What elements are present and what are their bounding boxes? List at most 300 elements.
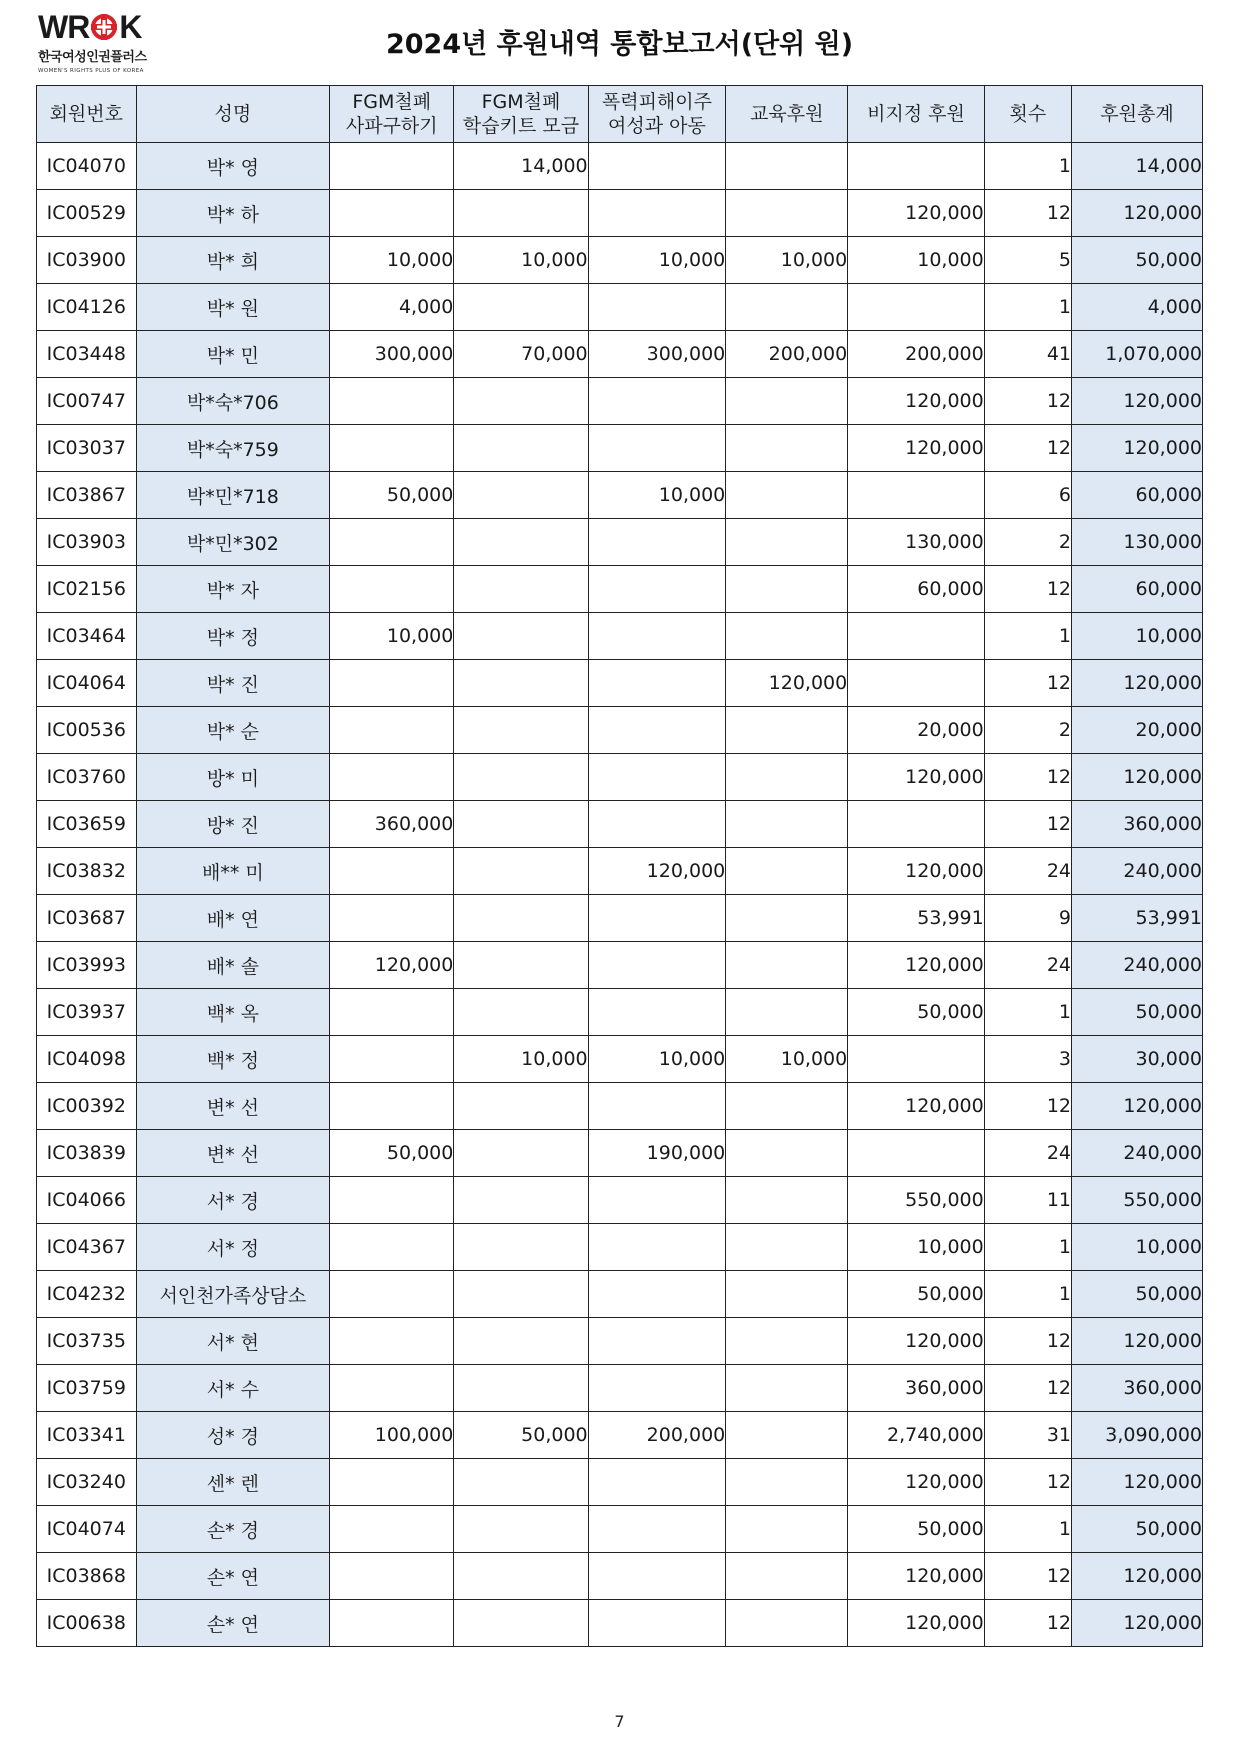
table-header-row xyxy=(37,86,1203,143)
cell-count: 12 xyxy=(984,1553,1071,1600)
cell-education xyxy=(726,519,848,566)
cell-fgm-kit xyxy=(454,190,588,237)
cell-education xyxy=(726,1506,848,1553)
cell-fgm-sapa xyxy=(330,566,454,613)
cell-fgm-sapa xyxy=(330,1553,454,1600)
cell-education xyxy=(726,425,848,472)
cell-member-id: IC04066 xyxy=(37,1177,137,1224)
table-row xyxy=(37,1271,1203,1318)
cell-education xyxy=(726,143,848,190)
cell-name: 박* 영 xyxy=(136,143,330,190)
cell-count: 2 xyxy=(984,519,1071,566)
column-header-line: 폭력피해이주 xyxy=(601,91,712,113)
cell-count: 12 xyxy=(984,378,1071,425)
cell-migrant-women-children xyxy=(588,1365,726,1412)
cell-fgm-kit xyxy=(454,660,588,707)
cell-total: 10,000 xyxy=(1072,1224,1203,1271)
cell-member-id: IC02156 xyxy=(37,566,137,613)
cell-count: 1 xyxy=(984,143,1071,190)
cell-fgm-sapa: 50,000 xyxy=(330,472,454,519)
cell-undesignated: 2,740,000 xyxy=(848,1412,985,1459)
cell-count: 12 xyxy=(984,1083,1071,1130)
cell-fgm-sapa xyxy=(330,1318,454,1365)
cell-total: 120,000 xyxy=(1072,190,1203,237)
cell-name: 서* 정 xyxy=(136,1224,330,1271)
table-row xyxy=(37,1036,1203,1083)
cell-fgm-sapa xyxy=(330,1600,454,1647)
cell-migrant-women-children: 10,000 xyxy=(588,472,726,519)
column-header-line: 여성과 아동 xyxy=(608,115,706,137)
cell-name: 성* 경 xyxy=(136,1412,330,1459)
cell-fgm-kit: 70,000 xyxy=(454,331,588,378)
cell-name: 박* 순 xyxy=(136,707,330,754)
table-row xyxy=(37,1177,1203,1224)
table-row xyxy=(37,331,1203,378)
cell-fgm-kit xyxy=(454,942,588,989)
cell-total: 20,000 xyxy=(1072,707,1203,754)
cell-member-id: IC04070 xyxy=(37,143,137,190)
cell-count: 12 xyxy=(984,566,1071,613)
cell-name: 변* 선 xyxy=(136,1083,330,1130)
cell-count: 1 xyxy=(984,989,1071,1036)
cell-name: 변* 선 xyxy=(136,1130,330,1177)
cell-total: 120,000 xyxy=(1072,1459,1203,1506)
logo-wordmark-right: K xyxy=(119,9,142,45)
cell-undesignated: 120,000 xyxy=(848,1553,985,1600)
cell-total: 50,000 xyxy=(1072,1271,1203,1318)
cell-name: 박* 자 xyxy=(136,566,330,613)
cell-fgm-sapa xyxy=(330,143,454,190)
cell-total: 240,000 xyxy=(1072,848,1203,895)
cell-undesignated: 50,000 xyxy=(848,1271,985,1318)
cell-fgm-sapa: 50,000 xyxy=(330,1130,454,1177)
cell-member-id: IC03760 xyxy=(37,754,137,801)
cell-total: 120,000 xyxy=(1072,425,1203,472)
column-header-education xyxy=(726,86,848,143)
cell-migrant-women-children: 200,000 xyxy=(588,1412,726,1459)
cell-undesignated: 120,000 xyxy=(848,378,985,425)
cell-member-id: IC03832 xyxy=(37,848,137,895)
cell-fgm-sapa xyxy=(330,660,454,707)
cell-migrant-women-children xyxy=(588,1600,726,1647)
cell-count: 41 xyxy=(984,331,1071,378)
table-row xyxy=(37,1506,1203,1553)
cell-education xyxy=(726,1365,848,1412)
cell-name: 박* 원 xyxy=(136,284,330,331)
cell-fgm-kit xyxy=(454,989,588,1036)
cell-fgm-sapa xyxy=(330,989,454,1036)
cell-undesignated: 130,000 xyxy=(848,519,985,566)
cell-total: 4,000 xyxy=(1072,284,1203,331)
cell-education xyxy=(726,1083,848,1130)
table-row xyxy=(37,1318,1203,1365)
table-row xyxy=(37,848,1203,895)
cell-name: 서* 수 xyxy=(136,1365,330,1412)
cell-migrant-women-children xyxy=(588,190,726,237)
cell-name: 박*숙*706 xyxy=(136,378,330,425)
table-row xyxy=(37,1083,1203,1130)
cell-fgm-sapa xyxy=(330,1271,454,1318)
cell-undesignated: 200,000 xyxy=(848,331,985,378)
cell-fgm-kit: 10,000 xyxy=(454,1036,588,1083)
cell-name: 손* 연 xyxy=(136,1553,330,1600)
cell-count: 24 xyxy=(984,942,1071,989)
table-row xyxy=(37,754,1203,801)
cell-undesignated: 120,000 xyxy=(848,425,985,472)
logo-korean-name: 한국여성인권플러스 xyxy=(38,50,147,65)
cell-migrant-women-children xyxy=(588,1224,726,1271)
cell-total: 550,000 xyxy=(1072,1177,1203,1224)
cell-member-id: IC03735 xyxy=(37,1318,137,1365)
cell-member-id: IC03659 xyxy=(37,801,137,848)
cell-undesignated xyxy=(848,1130,985,1177)
column-header-name xyxy=(136,86,330,143)
table-row xyxy=(37,1365,1203,1412)
cell-education: 200,000 xyxy=(726,331,848,378)
cell-name: 박* 정 xyxy=(136,613,330,660)
table-row xyxy=(37,519,1203,566)
cell-name: 배* 연 xyxy=(136,895,330,942)
cell-count: 9 xyxy=(984,895,1071,942)
cell-fgm-kit xyxy=(454,1553,588,1600)
cell-fgm-kit xyxy=(454,1083,588,1130)
table-row xyxy=(37,566,1203,613)
cell-count: 1 xyxy=(984,1271,1071,1318)
cell-total: 120,000 xyxy=(1072,378,1203,425)
cell-undesignated: 50,000 xyxy=(848,1506,985,1553)
cell-fgm-kit xyxy=(454,519,588,566)
cell-undesignated xyxy=(848,660,985,707)
cell-total: 360,000 xyxy=(1072,1365,1203,1412)
cell-total: 1,070,000 xyxy=(1072,331,1203,378)
cell-education xyxy=(726,284,848,331)
cell-education xyxy=(726,566,848,613)
cell-total: 240,000 xyxy=(1072,942,1203,989)
cell-education xyxy=(726,1600,848,1647)
cell-undesignated xyxy=(848,143,985,190)
cell-migrant-women-children xyxy=(588,1177,726,1224)
cell-count: 12 xyxy=(984,754,1071,801)
cell-fgm-kit xyxy=(454,284,588,331)
table-row xyxy=(37,1412,1203,1459)
cell-fgm-sapa xyxy=(330,1459,454,1506)
cell-fgm-sapa xyxy=(330,1083,454,1130)
cell-fgm-kit xyxy=(454,1224,588,1271)
cell-name: 박* 진 xyxy=(136,660,330,707)
cell-member-id: IC03240 xyxy=(37,1459,137,1506)
cell-fgm-sapa: 10,000 xyxy=(330,237,454,284)
cell-migrant-women-children: 190,000 xyxy=(588,1130,726,1177)
cell-undesignated: 550,000 xyxy=(848,1177,985,1224)
cell-count: 1 xyxy=(984,284,1071,331)
logo-wordmark-left: WR xyxy=(38,9,90,45)
cell-name: 방* 진 xyxy=(136,801,330,848)
table-row xyxy=(37,284,1203,331)
cell-fgm-kit xyxy=(454,801,588,848)
cell-migrant-women-children xyxy=(588,942,726,989)
cell-migrant-women-children: 10,000 xyxy=(588,237,726,284)
cell-migrant-women-children xyxy=(588,378,726,425)
cell-fgm-kit: 14,000 xyxy=(454,143,588,190)
cell-total: 14,000 xyxy=(1072,143,1203,190)
cell-education xyxy=(726,801,848,848)
cell-count: 1 xyxy=(984,613,1071,660)
cell-name: 박* 민 xyxy=(136,331,330,378)
cell-total: 120,000 xyxy=(1072,1553,1203,1600)
cell-name: 서* 현 xyxy=(136,1318,330,1365)
cell-undesignated: 120,000 xyxy=(848,754,985,801)
cell-undesignated: 120,000 xyxy=(848,1459,985,1506)
column-header-line: FGM철폐 xyxy=(352,91,432,113)
cell-total: 50,000 xyxy=(1072,989,1203,1036)
cell-count: 12 xyxy=(984,190,1071,237)
cell-fgm-kit xyxy=(454,1318,588,1365)
cell-undesignated: 120,000 xyxy=(848,190,985,237)
cell-undesignated xyxy=(848,613,985,660)
cell-undesignated: 120,000 xyxy=(848,1318,985,1365)
cell-fgm-kit xyxy=(454,1130,588,1177)
table-row xyxy=(37,660,1203,707)
table-row xyxy=(37,1553,1203,1600)
cell-migrant-women-children xyxy=(588,566,726,613)
column-header-count xyxy=(984,86,1071,143)
cell-education xyxy=(726,895,848,942)
column-header-line: 학습키트 모금 xyxy=(462,115,580,137)
column-header-line: 횟수 xyxy=(1009,103,1047,125)
cell-member-id: IC04367 xyxy=(37,1224,137,1271)
cell-fgm-kit xyxy=(454,613,588,660)
cell-migrant-women-children: 120,000 xyxy=(588,848,726,895)
cell-member-id: IC00529 xyxy=(37,190,137,237)
cell-member-id: IC03868 xyxy=(37,1553,137,1600)
table-body xyxy=(37,143,1203,1647)
column-header-line: 성명 xyxy=(214,103,252,125)
cell-fgm-kit xyxy=(454,707,588,754)
cell-member-id: IC03937 xyxy=(37,989,137,1036)
cell-fgm-kit xyxy=(454,1271,588,1318)
cell-education xyxy=(726,1130,848,1177)
column-header-fgm-kit xyxy=(454,86,588,143)
cell-count: 24 xyxy=(984,1130,1071,1177)
cell-count: 12 xyxy=(984,1600,1071,1647)
cell-name: 박*민*302 xyxy=(136,519,330,566)
cell-fgm-kit xyxy=(454,754,588,801)
cell-undesignated: 120,000 xyxy=(848,1600,985,1647)
cell-fgm-kit xyxy=(454,566,588,613)
cell-member-id: IC03448 xyxy=(37,331,137,378)
cell-member-id: IC04064 xyxy=(37,660,137,707)
cell-name: 박*민*718 xyxy=(136,472,330,519)
cell-fgm-kit xyxy=(454,378,588,425)
column-header-migrant-women-children xyxy=(588,86,726,143)
column-header-line: 회원번호 xyxy=(49,103,123,125)
cell-name: 센* 렌 xyxy=(136,1459,330,1506)
cell-count: 11 xyxy=(984,1177,1071,1224)
cell-member-id: IC00536 xyxy=(37,707,137,754)
table-row xyxy=(37,237,1203,284)
cell-fgm-sapa xyxy=(330,848,454,895)
cell-migrant-women-children xyxy=(588,613,726,660)
cell-fgm-kit xyxy=(454,1459,588,1506)
column-header-line: 비지정 후원 xyxy=(867,103,965,125)
cell-fgm-sapa xyxy=(330,190,454,237)
cell-total: 360,000 xyxy=(1072,801,1203,848)
cell-undesignated xyxy=(848,801,985,848)
cell-undesignated: 10,000 xyxy=(848,1224,985,1271)
cell-fgm-sapa: 10,000 xyxy=(330,613,454,660)
cell-migrant-women-children xyxy=(588,519,726,566)
cell-name: 박*숙*759 xyxy=(136,425,330,472)
cell-education: 10,000 xyxy=(726,1036,848,1083)
cell-total: 60,000 xyxy=(1072,566,1203,613)
cell-total: 53,991 xyxy=(1072,895,1203,942)
cell-name: 백* 정 xyxy=(136,1036,330,1083)
cell-name: 백* 옥 xyxy=(136,989,330,1036)
cell-name: 손* 경 xyxy=(136,1506,330,1553)
cell-migrant-women-children xyxy=(588,895,726,942)
cell-undesignated xyxy=(848,472,985,519)
cell-education xyxy=(726,190,848,237)
table-row xyxy=(37,378,1203,425)
cell-total: 120,000 xyxy=(1072,1083,1203,1130)
cell-member-id: IC04098 xyxy=(37,1036,137,1083)
cell-total: 120,000 xyxy=(1072,1318,1203,1365)
column-header-total xyxy=(1072,86,1203,143)
column-header-line: 후원총계 xyxy=(1100,103,1174,125)
cell-fgm-kit xyxy=(454,1600,588,1647)
cell-fgm-sapa xyxy=(330,1506,454,1553)
cell-education xyxy=(726,1177,848,1224)
cell-fgm-kit xyxy=(454,1177,588,1224)
cell-migrant-women-children xyxy=(588,660,726,707)
cell-migrant-women-children xyxy=(588,1506,726,1553)
table-row xyxy=(37,1459,1203,1506)
cell-fgm-sapa xyxy=(330,378,454,425)
cell-fgm-kit xyxy=(454,472,588,519)
cell-fgm-sapa xyxy=(330,1036,454,1083)
cell-education: 10,000 xyxy=(726,237,848,284)
cell-member-id: IC03900 xyxy=(37,237,137,284)
cell-education xyxy=(726,378,848,425)
table-row xyxy=(37,707,1203,754)
table-row xyxy=(37,801,1203,848)
cell-education xyxy=(726,942,848,989)
table-row xyxy=(37,942,1203,989)
cell-count: 31 xyxy=(984,1412,1071,1459)
cell-name: 배* 솔 xyxy=(136,942,330,989)
page-number: 7 xyxy=(614,1712,625,1731)
cell-total: 50,000 xyxy=(1072,237,1203,284)
cell-member-id: IC03464 xyxy=(37,613,137,660)
cell-fgm-kit xyxy=(454,1506,588,1553)
logo-english-name: WOMEN'S RIGHTS PLUS OF KOREA xyxy=(38,68,144,74)
cell-migrant-women-children xyxy=(588,1459,726,1506)
table-row xyxy=(37,613,1203,660)
cell-fgm-sapa: 360,000 xyxy=(330,801,454,848)
cell-total: 50,000 xyxy=(1072,1506,1203,1553)
cell-migrant-women-children xyxy=(588,1083,726,1130)
cell-member-id: IC03687 xyxy=(37,895,137,942)
column-header-undesignated xyxy=(848,86,985,143)
cell-undesignated: 10,000 xyxy=(848,237,985,284)
cell-migrant-women-children xyxy=(588,989,726,1036)
cell-total: 60,000 xyxy=(1072,472,1203,519)
table-row xyxy=(37,1600,1203,1647)
cell-total: 130,000 xyxy=(1072,519,1203,566)
table-row xyxy=(37,190,1203,237)
cell-fgm-sapa: 100,000 xyxy=(330,1412,454,1459)
cell-fgm-sapa xyxy=(330,1224,454,1271)
column-header-fgm-sapa xyxy=(330,86,454,143)
cell-member-id: IC04126 xyxy=(37,284,137,331)
cell-fgm-sapa: 120,000 xyxy=(330,942,454,989)
cell-migrant-women-children xyxy=(588,1553,726,1600)
cell-education xyxy=(726,848,848,895)
cell-name: 손* 연 xyxy=(136,1600,330,1647)
cell-fgm-kit xyxy=(454,895,588,942)
cell-undesignated: 120,000 xyxy=(848,942,985,989)
cell-count: 3 xyxy=(984,1036,1071,1083)
cell-migrant-women-children xyxy=(588,143,726,190)
cell-education xyxy=(726,707,848,754)
cell-migrant-women-children xyxy=(588,284,726,331)
cell-education xyxy=(726,1553,848,1600)
cell-migrant-women-children: 300,000 xyxy=(588,331,726,378)
cell-total: 30,000 xyxy=(1072,1036,1203,1083)
cell-count: 1 xyxy=(984,1506,1071,1553)
cell-member-id: IC03341 xyxy=(37,1412,137,1459)
cell-member-id: IC03903 xyxy=(37,519,137,566)
cell-fgm-kit xyxy=(454,425,588,472)
page-title: 2024년 후원내역 통합보고서(단위 원) xyxy=(385,29,854,60)
cell-fgm-sapa xyxy=(330,1177,454,1224)
cell-count: 6 xyxy=(984,472,1071,519)
column-header-line: 교육후원 xyxy=(750,103,824,125)
cell-name: 방* 미 xyxy=(136,754,330,801)
cell-member-id: IC04232 xyxy=(37,1271,137,1318)
cell-undesignated xyxy=(848,284,985,331)
cell-count: 12 xyxy=(984,660,1071,707)
cell-education xyxy=(726,1224,848,1271)
cell-migrant-women-children xyxy=(588,801,726,848)
cell-name: 서* 경 xyxy=(136,1177,330,1224)
cell-fgm-sapa xyxy=(330,707,454,754)
cell-total: 10,000 xyxy=(1072,613,1203,660)
donation-report-table xyxy=(36,85,1203,1647)
cell-member-id: IC00638 xyxy=(37,1600,137,1647)
cell-total: 120,000 xyxy=(1072,754,1203,801)
cell-member-id: IC03867 xyxy=(37,472,137,519)
cell-education xyxy=(726,989,848,1036)
cell-fgm-sapa: 4,000 xyxy=(330,284,454,331)
cell-fgm-sapa xyxy=(330,519,454,566)
cell-total: 120,000 xyxy=(1072,1600,1203,1647)
cell-fgm-sapa xyxy=(330,425,454,472)
column-header-member-id xyxy=(37,86,137,143)
cell-count: 5 xyxy=(984,237,1071,284)
cell-fgm-kit: 50,000 xyxy=(454,1412,588,1459)
cell-total: 120,000 xyxy=(1072,660,1203,707)
cell-undesignated xyxy=(848,1036,985,1083)
cell-member-id: IC03759 xyxy=(37,1365,137,1412)
cell-member-id: IC04074 xyxy=(37,1506,137,1553)
column-header-line: FGM철폐 xyxy=(481,91,561,113)
cell-education xyxy=(726,472,848,519)
table-row xyxy=(37,1130,1203,1177)
cell-name: 박* 희 xyxy=(136,237,330,284)
cell-total: 240,000 xyxy=(1072,1130,1203,1177)
table-row xyxy=(37,895,1203,942)
